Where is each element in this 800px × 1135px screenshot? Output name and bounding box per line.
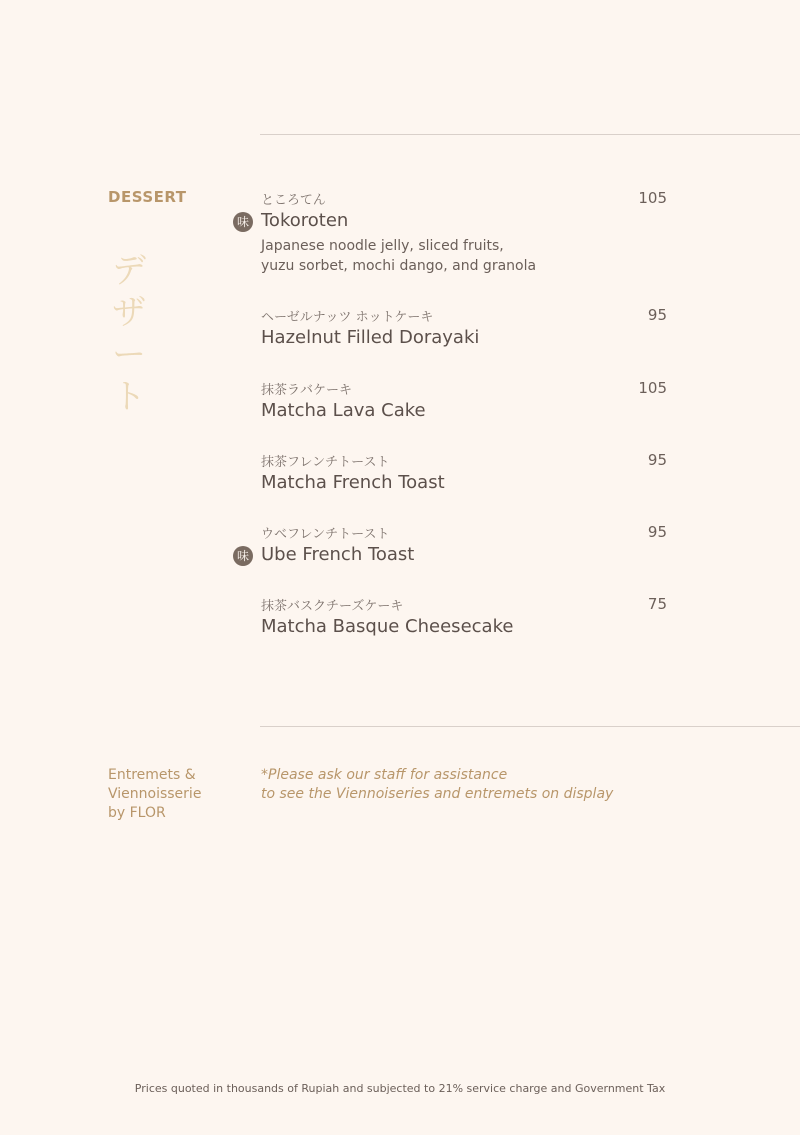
menu-item-description: Japanese noodle jelly, sliced fruits, yuzu sorbet, mochi dango, and granola — [261, 238, 537, 274]
menu-item-name: Matcha Lava Cake — [261, 400, 426, 421]
menu-item-price: 105 — [638, 379, 667, 397]
menu-item-price: 75 — [647, 595, 667, 613]
section-jp-char: ト — [112, 377, 146, 417]
menu-item-name: Tokoroten — [261, 210, 349, 231]
bottom-divider — [260, 726, 800, 727]
menu-item-price: 95 — [647, 451, 667, 469]
menu-item-jp-name: 抹茶ラバケーキ — [261, 383, 353, 398]
staff-assistance-note — [261, 766, 613, 804]
menu-item-price: 105 — [638, 189, 667, 207]
menu-item-jp-name: ウベフレンチトースト — [261, 527, 390, 542]
section-title-jp — [111, 250, 147, 418]
staff-note-line: *Please ask our staff for assistance — [261, 767, 508, 783]
menu-item-name: Ube French Toast — [261, 544, 415, 565]
menu-item-jp-name: 抹茶バスクチーズケーキ — [261, 599, 404, 614]
menu-item-name: Matcha Basque Cheesecake — [261, 616, 514, 637]
staff-note-line: to see the Viennoiseries and entremets on display — [261, 786, 614, 802]
entremets-label-line: by FLOR — [108, 805, 166, 821]
entremets-label-line: Entremets & — [108, 767, 196, 783]
section-jp-char: デ — [112, 251, 146, 291]
menu-item-price: 95 — [647, 523, 667, 541]
menu-item-name: Hazelnut Filled Dorayaki — [261, 327, 480, 348]
menu-item-jp-name: ヘーゼルナッツ ホットケーキ — [261, 310, 434, 325]
menu-item-jp-name: ところてん — [261, 193, 326, 208]
menu-item-price: 95 — [647, 306, 667, 324]
menu-item-jp-name: 抹茶フレンチトースト — [261, 455, 390, 470]
entremets-label-line: Viennoisserie — [108, 786, 202, 802]
entremets-label — [108, 766, 201, 823]
section-jp-char: ザ — [112, 293, 146, 333]
tax-note: Prices quoted in thousands of Rupiah and subjected to 21% service charge and Government Tax — [134, 1082, 666, 1095]
section-jp-char: ー — [112, 335, 146, 375]
signature-badge-icon: 味 — [233, 212, 253, 232]
signature-badge-icon: 味 — [233, 546, 253, 566]
section-title: DESSERT — [108, 188, 187, 206]
top-divider — [260, 134, 800, 135]
menu-item-name: Matcha French Toast — [261, 472, 445, 493]
